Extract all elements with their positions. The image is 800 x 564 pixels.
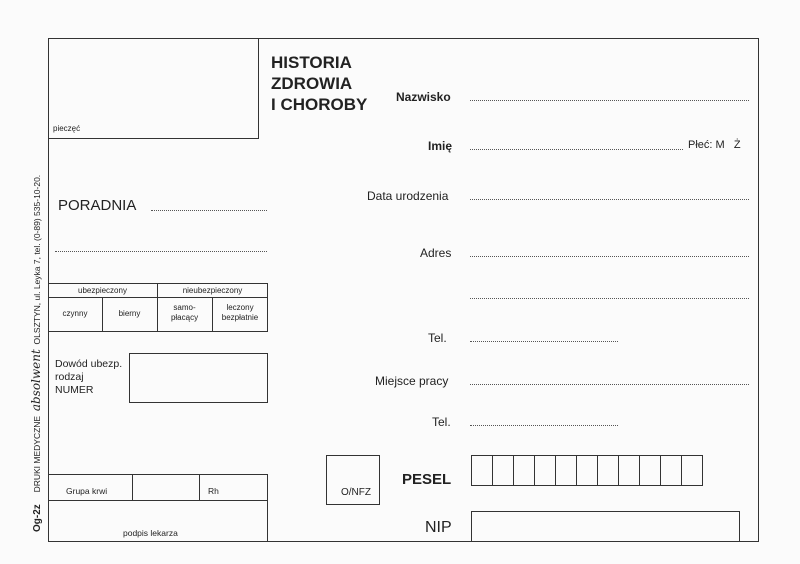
poradnia-label: PORADNIA: [58, 197, 137, 214]
insurance-row-divider: [48, 297, 268, 298]
sex-label[interactable]: Płeć: M Ż: [688, 139, 741, 151]
insurance-doc-line-1: Dowód ubezp.: [55, 358, 123, 370]
pesel-digit-cell[interactable]: [472, 456, 493, 485]
pesel-field[interactable]: [471, 455, 703, 486]
insurance-doc-label: [55, 358, 122, 397]
pesel-digit-cell[interactable]: [493, 456, 514, 485]
birth-date-field[interactable]: [470, 199, 749, 200]
pesel-digit-cell[interactable]: [661, 456, 682, 485]
title-line-1: HISTORIA: [271, 53, 352, 72]
publisher-imprint: [29, 175, 43, 532]
doctor-signature-label: podpis lekarza: [123, 528, 178, 538]
stamp-label: pieczęć: [53, 124, 81, 133]
birth-date-label: Data urodzenia: [367, 189, 449, 203]
publisher-address: OLSZTYN, ul. Leyka 7, tel. (0-89) 535-10-20.: [32, 174, 42, 345]
insurance-doc-box[interactable]: [129, 353, 268, 403]
pesel-digit-cell[interactable]: [556, 456, 577, 485]
onfz-label: O/NFZ: [341, 487, 371, 498]
address-label: Adres: [420, 246, 452, 260]
pesel-digit-cell[interactable]: [598, 456, 619, 485]
title-line-2: ZDROWIA: [271, 74, 353, 93]
active-option[interactable]: czynny: [62, 309, 88, 318]
pesel-digit-cell[interactable]: [514, 456, 535, 485]
uninsured-header: nieubezpieczony: [182, 286, 243, 295]
pesel-digit-cell[interactable]: [640, 456, 661, 485]
poradnia-field-2[interactable]: [55, 251, 267, 252]
surname-label: Nazwisko: [396, 90, 451, 104]
pesel-digit-cells: [472, 456, 702, 485]
title-line-3: I CHOROBY: [271, 95, 368, 114]
insurance-doc-line-3: NUMER: [55, 384, 94, 396]
address-field-1[interactable]: [470, 256, 749, 257]
self-paying-option[interactable]: samo- płacący: [170, 303, 199, 322]
address-field-2[interactable]: [470, 298, 749, 299]
pesel-digit-cell[interactable]: [535, 456, 556, 485]
publisher-brand: absolwent: [29, 349, 43, 412]
pesel-digit-cell[interactable]: [682, 456, 702, 485]
phone-2-field[interactable]: [470, 425, 618, 426]
free-option[interactable]: leczony bezpłatnie: [221, 303, 259, 322]
pesel-label: PESEL: [402, 471, 452, 488]
blood-group-field[interactable]: [132, 474, 200, 501]
poradnia-field[interactable]: [151, 210, 267, 211]
nip-field[interactable]: [471, 511, 740, 542]
pesel-digit-cell[interactable]: [577, 456, 598, 485]
blood-group-label: Grupa krwi: [66, 486, 108, 496]
surname-field[interactable]: [470, 100, 749, 101]
phone-1-field[interactable]: [470, 341, 618, 342]
pesel-digit-cell[interactable]: [619, 456, 640, 485]
passive-option[interactable]: bierny: [118, 309, 141, 318]
nip-label: NIP: [425, 519, 452, 536]
insurance-doc-line-2: rodzaj: [55, 371, 84, 383]
publisher-prefix: DRUKI MEDYCZNE: [32, 415, 42, 493]
name-label: Imię: [428, 139, 453, 153]
workplace-field[interactable]: [470, 384, 749, 385]
rh-label: Rh: [208, 486, 219, 496]
phone-2-label: Tel.: [432, 415, 451, 429]
insured-header: ubezpieczony: [78, 286, 127, 295]
form-code: Og-2z: [32, 504, 43, 532]
name-field[interactable]: [470, 149, 683, 150]
form-title: [271, 52, 367, 115]
workplace-label: Miejsce pracy: [375, 374, 449, 388]
phone-1-label: Tel.: [428, 331, 447, 345]
